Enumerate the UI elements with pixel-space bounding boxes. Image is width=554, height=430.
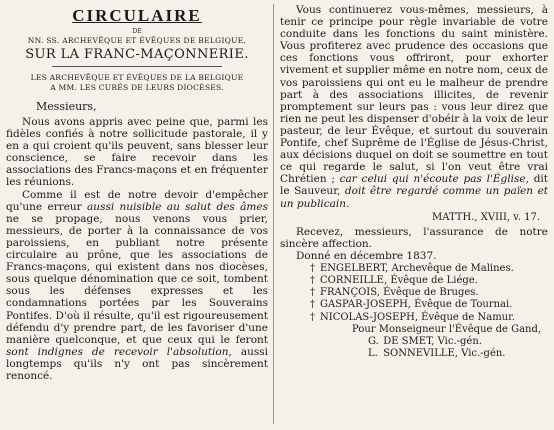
- signature-text: NICOLAS-JOSEPH, Évêque de Namur.: [320, 311, 515, 323]
- cross-icon: †: [310, 311, 315, 323]
- paragraph-2-text-a: Comme il est de notre devoir d'empêcher qu'une erreur: [6, 188, 268, 213]
- signature-nicolas-joseph: [310, 312, 548, 324]
- cross-icon: †: [310, 262, 315, 274]
- vicar-name: DE SMET, Vic.-gén.: [383, 336, 482, 347]
- signature-corneille: [310, 275, 548, 287]
- address-heading-line-2: A MM. LES CURÉS DE LEURS DIOCÈSES.: [50, 83, 224, 92]
- header-rule: [52, 66, 222, 67]
- closing-paragraph: Recevez, messieurs, l'assurance de notre sincère affection.: [280, 225, 548, 250]
- vicar-name: SONNEVILLE, Vic.-gén.: [383, 348, 506, 360]
- signature-francois: [310, 287, 548, 299]
- paragraph-2-italic-2: sont indignes de recevoir l'absolution: [6, 345, 229, 358]
- address-heading-line-1: LES ARCHEVÊQUE ET ÉVÊQUES DE LA BELGIQUE: [30, 73, 244, 82]
- cross-icon: †: [310, 299, 315, 311]
- paragraph-3-text-a: Vous continuerez vous-mêmes, messieurs, à tenir ce principe pour règle invariable de votre conduite dans les fonctions du saint ministère. Vous profiterez avec prudence des occasions que ces fonctions vous offriront, pour exhorter vivement et supplier même en notre nom, ceux de vos paroissiens qui ont eu le malheur de prendre part à des associations illicites, de revenir promptement sur leurs pas : vous leur direz que rien ne peut les dispenser d'obéir à la voix de leur pasteur, de leur Évêque, et surtout du souverain Pontife, chef Suprême de l'Église de Jésus-Christ, aux décisions duquel on doit se soumettre en tout ce qui regarde le salut, si l'on veut être vrai Chrétien ;: [280, 4, 548, 186]
- paragraph-1: Nous avons appris avec peine que, parmi les fidèles confiés à notre sollicitude pastorale, il y en a qui croient qu'ils peuvent, sans blesser leur conscience, se faire recevoir dans les associations des Francs-maçons et en fréquenter les réunions.: [6, 116, 268, 189]
- ghent-proxy-line: Pour Monseigneur l'Évêque de Gand,: [352, 323, 542, 335]
- signature-sonneville: [368, 348, 548, 360]
- signature-text: ENGELBERT, Archevêque de Malines.: [320, 262, 514, 274]
- address-heading: [6, 73, 268, 93]
- paragraph-2-text-c: , aussi longtemps qu'ils n'y ont pas sincèrement renoncé.: [6, 345, 268, 382]
- subtitle-subject: SUR LA FRANC-MAÇONNERIE.: [25, 47, 249, 62]
- paragraph-3-italic: car celui qui n'écoute pas l'Église: [339, 173, 526, 186]
- signature-gaspar-joseph: [310, 299, 548, 311]
- subtitle-authors: NN. SS. ARCHEVÊQUE ET ÉVÊQUES DE BELGIQUE,: [27, 36, 247, 45]
- bible-citation: MATTH., XVIII, v. 17.: [432, 211, 540, 223]
- left-column: [6, 4, 268, 382]
- vicar-initial: G.: [368, 336, 379, 347]
- paragraph-3-italic-2: doit être regardé comme un païen et un publicain.: [280, 185, 549, 210]
- signature-text: FRANÇOIS, Évêque de Bruges.: [320, 287, 479, 299]
- date-line: Donné en décembre 1837.: [296, 249, 437, 262]
- document-title: CIRCULAIRE: [72, 6, 202, 25]
- column-divider: [273, 4, 274, 424]
- signature-text: GASPAR-JOSEPH, Évêque de Tournai.: [320, 299, 513, 311]
- paragraph-2-text-b: ne se propage, nous venons vous prier, messieurs, de porter à la connaissance de vos paroissiens, en publiant notre présente circulaire au prône, que les associations de Francs-maçons, qui existent dans nos diocèses, sous quelque dénomination que ce soit, tombent sous les défenses expresses et les condamnations portées par les Souverains Pontifes. D'où il résulte, qu'il est rigoureusement défendu d'y prendre part, de les favoriser d'une manière quelconque, et que ceux qui le feront: [6, 212, 268, 346]
- paragraph-2: [6, 189, 268, 383]
- signature-engelbert: [310, 263, 548, 275]
- paragraph-3: [280, 4, 548, 210]
- cross-icon: †: [310, 274, 315, 286]
- paragraph-3-text-b: , dit le Sauveur,: [280, 173, 548, 198]
- signature-text: CORNEILLE, Évêque de Liége.: [320, 274, 478, 286]
- right-column: [280, 4, 548, 360]
- signature-de-smet: [368, 336, 548, 348]
- title-connector: DE: [132, 28, 142, 35]
- salutation: Messieurs,: [36, 100, 97, 113]
- paragraph-2-italic: aussi nuisible au salut des âmes: [87, 200, 268, 213]
- cross-icon: †: [310, 287, 315, 299]
- vicar-initial: L.: [368, 348, 378, 360]
